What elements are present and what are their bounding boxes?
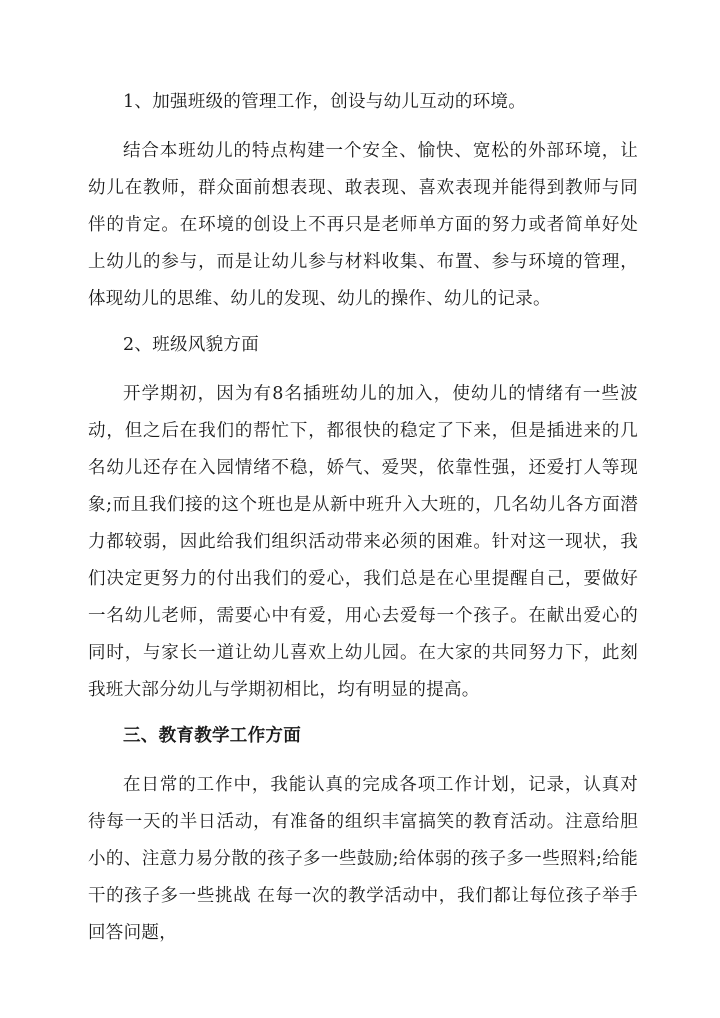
section3-heading: 三、教育教学工作方面 [123,726,301,746]
section2-heading: 2、班级风貌方面 [123,335,260,355]
section1-body: 结合本班幼儿的特点构建一个安全、愉快、宽松的外部环境，让幼儿在教师，群众面前想表现、敢表现、喜欢表现并能得到教师与同伴的肯定。在环境的创设上不再只是老师单方面的努力或者简单好处上幼儿的参与，而是让幼儿参与材料收集、布置、参与环境的管理，体现幼儿的思维、幼儿的发现、幼儿的操作、幼儿的记录。 [88,141,638,309]
section2-body: 开学期初，因为有8名插班幼儿的加入，使幼儿的情绪有一些波动，但之后在我们的帮忙下，都很快的稳定了下来，但是插进来的几名幼儿还存在入园情绪不稳，娇气、爱哭，依靠性强，还爱打人等现象;而且我们接的这个班也是从新中班升入大班的，几名幼儿各方面潜力都较弱，因此给我们组织活动带来必须的困难。针对这一现状，我们决定更努力的付出我们的爱心，我们总是在心里提醒自己，要做好一名幼儿老师，需要心中有爱，用心去爱每一个孩子。在献出爱心的同时，与家长一道让幼儿喜欢上幼儿园。在大家的共同努力下，此刻我班大部分幼儿与学期初相比，均有明显的提高。 [88,384,638,700]
section3-body: 在日常的工作中，我能认真的完成各项工作计划，记录，认真对待每一天的半日活动，有准备的组织丰富搞笑的教育活动。注意给胆小的、注意力易分散的孩子多一些鼓励;给体弱的孩子多一些照料;给能干的孩子多一些挑战 在每一次的教学活动中，我们都让每位孩子举手回答问题， [88,775,638,943]
section1-heading: 1、加强班级的管理工作，创设与幼儿互动的环境。 [123,92,527,112]
